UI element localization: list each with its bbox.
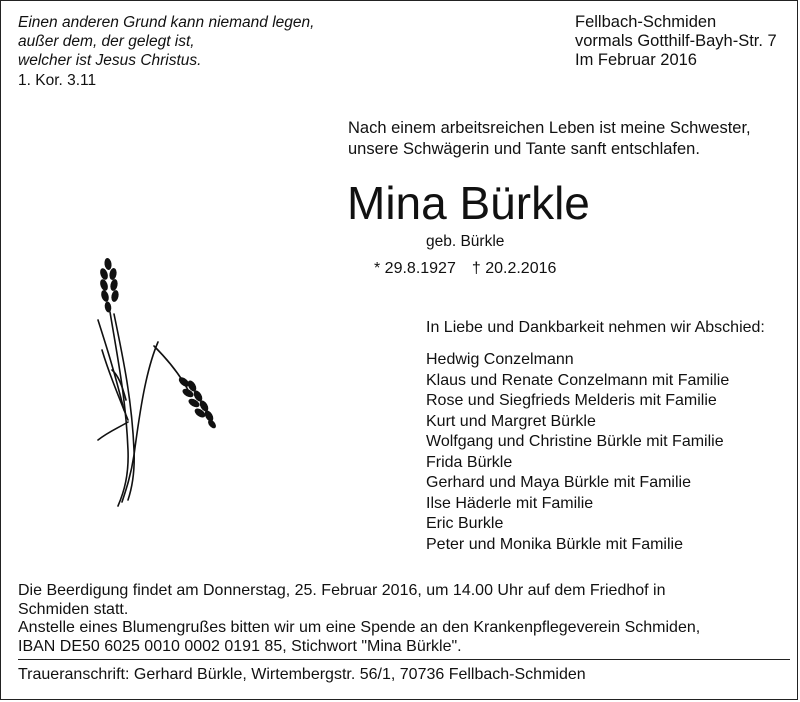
place-line: vormals Gotthilf-Bayh-Str. 7	[575, 32, 777, 50]
list-item: Wolfgang und Christine Bürkle mit Familie	[426, 433, 724, 450]
deceased-name: Mina Bürkle	[347, 177, 590, 229]
verse-line: welcher ist Jesus Christus.	[18, 52, 202, 69]
bible-verse	[18, 13, 314, 70]
funeral-line: Die Beerdigung findet am Donnerstag, 25. Februar 2016, um 14.00 Uhr auf dem Friedhof in	[18, 582, 666, 599]
list-item: Rose und Siegfrieds Melderis mit Familie	[426, 392, 717, 409]
birth-date: * 29.8.1927	[374, 260, 456, 277]
verse-line: Einen anderen Grund kann niemand legen,	[18, 14, 315, 31]
divider	[18, 659, 790, 660]
wheat-icon	[88, 250, 238, 510]
farewell-line: In Liebe und Dankbarkeit nehmen wir Abschied:	[426, 319, 765, 336]
funeral-info	[18, 582, 738, 656]
list-item: Kurt und Margret Bürkle	[426, 412, 596, 430]
list-item: Frida Bürkle	[426, 453, 513, 471]
funeral-line: IBAN DE50 6025 0010 0002 0191 85, Stichwort "Mina Bürkle".	[18, 637, 462, 655]
place-line: Im Februar 2016	[575, 51, 697, 69]
list-item: Ilse Häderle mit Familie	[426, 494, 594, 512]
place-line: Fellbach-Schmiden	[575, 13, 717, 31]
mourner-list	[426, 350, 729, 555]
list-item: Gerhard und Maya Bürkle mit Familie	[426, 474, 691, 491]
birth-name: geb. Bürkle	[426, 233, 505, 250]
mourning-address: Traueranschrift: Gerhard Bürkle, Wirtembergstr. 56/1, 70736 Fellbach-Schmiden	[18, 666, 586, 683]
death-date: † 20.2.2016	[471, 260, 557, 277]
intro-text	[348, 118, 751, 160]
intro-line: Nach einem arbeitsreichen Leben ist meine Schwester,	[348, 119, 751, 137]
funeral-line: Schmiden statt.	[18, 600, 129, 618]
list-item: Eric Burkle	[426, 515, 504, 532]
list-item: Hedwig Conzelmann	[426, 351, 574, 368]
verse-reference: 1. Kor. 3.11	[18, 72, 97, 89]
funeral-line: Anstelle eines Blumengrußes bitten wir um eine Spende an den Krankenpflegeverein Schmiden,	[18, 619, 701, 636]
intro-line: unsere Schwägerin und Tante sanft entschlafen.	[348, 140, 700, 158]
place-date	[575, 13, 777, 70]
list-item: Peter und Monika Bürkle mit Familie	[426, 535, 683, 553]
life-dates	[374, 260, 556, 278]
verse-line: außer dem, der gelegt ist,	[18, 33, 195, 50]
list-item: Klaus und Renate Conzelmann mit Familie	[426, 371, 730, 389]
